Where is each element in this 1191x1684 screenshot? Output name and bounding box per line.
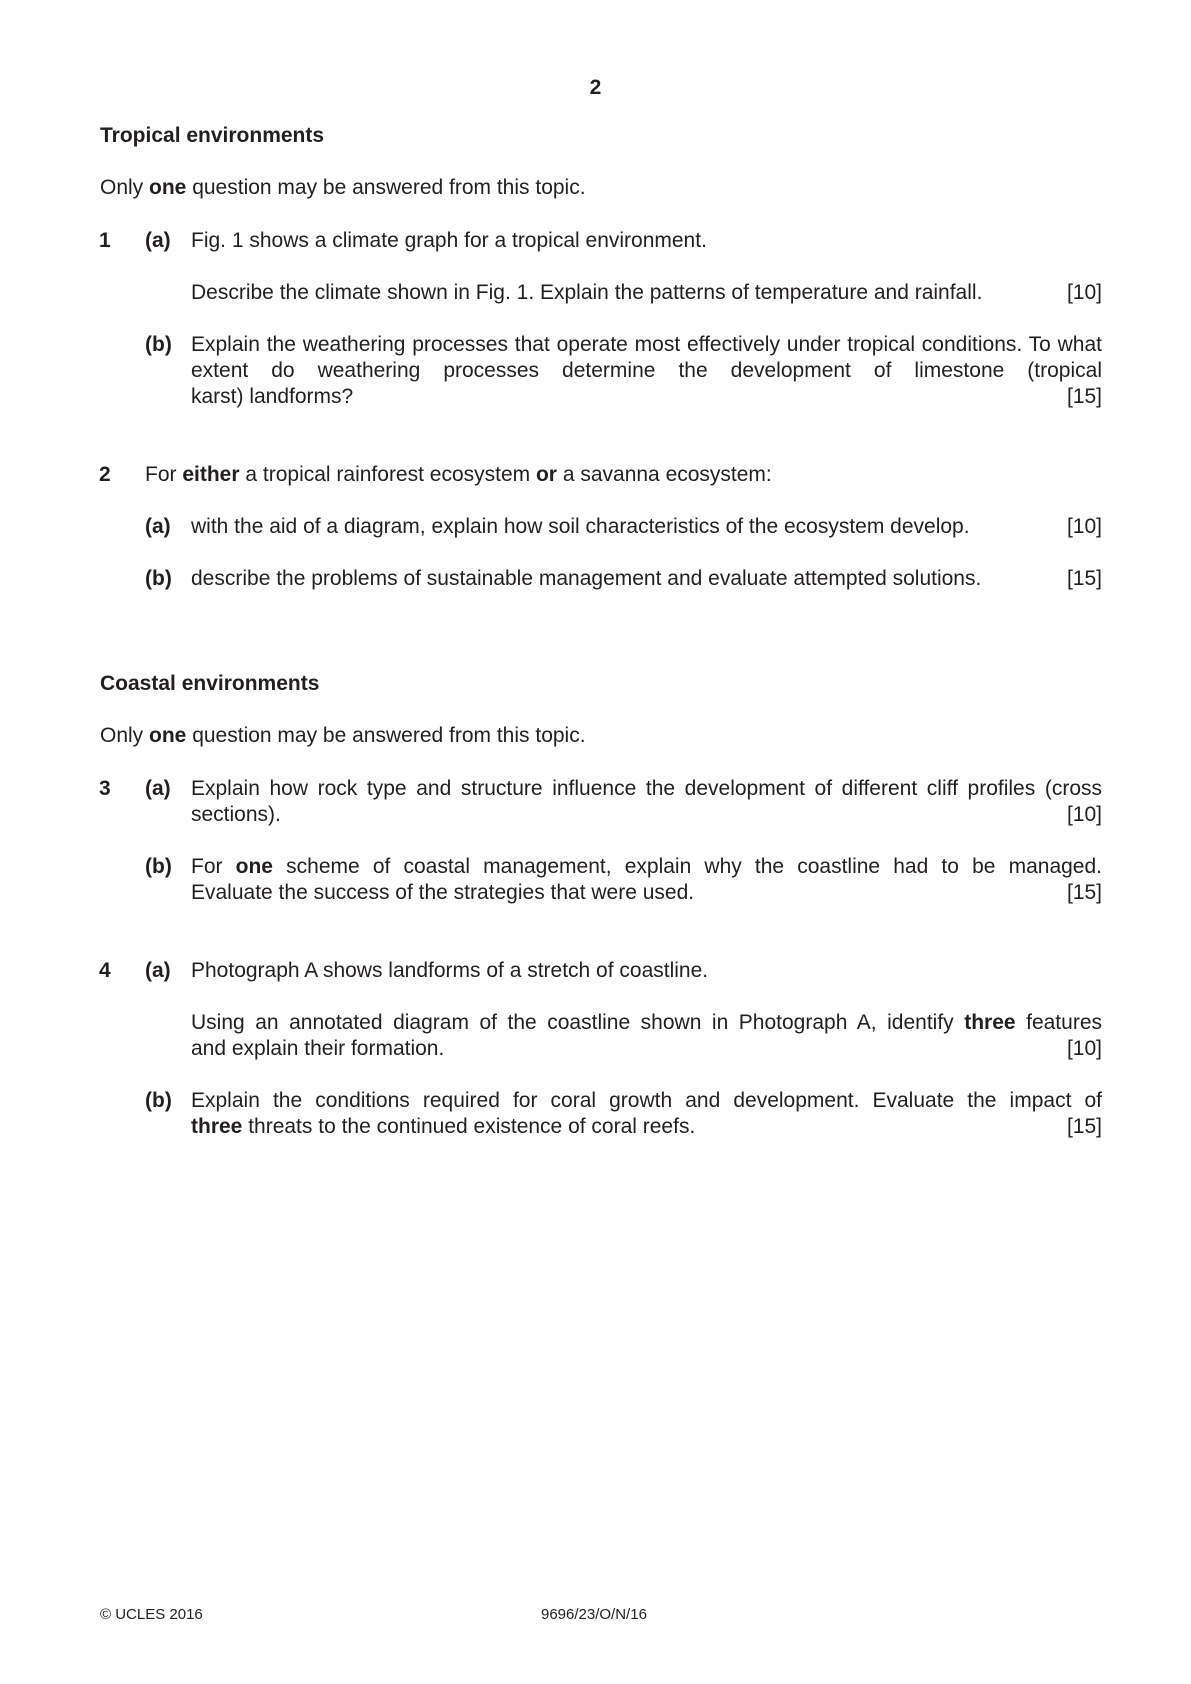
question-4a-text-last: and explain their formation. xyxy=(191,1037,445,1060)
question-1b-text-last: karst) landforms? xyxy=(191,385,354,408)
question-1a-line2 xyxy=(191,280,1102,306)
question-4a-task-main: Using an annotated diagram of the coastline shown in Photograph A, identify three features xyxy=(191,1011,1102,1034)
section-heading-tropical: Tropical environments xyxy=(100,124,325,147)
question-3b-text-last: Evaluate the success of the strategies that were used. xyxy=(191,881,695,904)
question-2a-label: (a) xyxy=(145,515,171,538)
question-2b-row xyxy=(191,566,1102,592)
footer-copyright: © UCLES 2016 xyxy=(100,1606,203,1623)
question-1a-label: (a) xyxy=(145,229,171,252)
question-number-1: 1 xyxy=(99,229,111,252)
question-1b-text xyxy=(191,332,1102,410)
question-3a-mark: [10] xyxy=(1066,803,1102,826)
question-3b-text-main: For one scheme of coastal management, explain why the coastline had to be managed. xyxy=(191,855,1102,878)
question-2a-mark: [10] xyxy=(1066,515,1102,538)
question-number-4: 4 xyxy=(99,959,111,982)
question-4b-label: (b) xyxy=(145,1089,172,1112)
question-2a-row xyxy=(191,514,1102,540)
question-4a-task xyxy=(191,1010,1102,1062)
footer-paper-code: 9696/23/O/N/16 xyxy=(541,1606,647,1623)
question-4b-text xyxy=(191,1088,1102,1140)
section-heading-coastal: Coastal environments xyxy=(100,672,320,695)
question-4b-mark: [15] xyxy=(1066,1115,1102,1138)
question-1a-task: Describe the climate shown in Fig. 1. Explain the patterns of temperature and rainfall. xyxy=(191,281,983,304)
question-2a-text: with the aid of a diagram, explain how soil characteristics of the ecosystem develop. xyxy=(191,515,970,538)
question-4a-label: (a) xyxy=(145,959,171,982)
question-3a-text xyxy=(191,776,1102,828)
question-4a-mark: [10] xyxy=(1066,1037,1102,1060)
section-instruction-coastal: Only one question may be answered from this topic. xyxy=(100,724,586,747)
page-number: 2 xyxy=(589,76,602,99)
question-4b-text-main: Explain the conditions required for coral growth and development. Evaluate the impact of xyxy=(191,1089,1102,1112)
question-number-3: 3 xyxy=(99,777,111,800)
section-instruction-tropical: Only one question may be answered from this topic. xyxy=(100,176,586,199)
question-3a-text-last: sections). xyxy=(191,803,281,826)
question-1b-mark: [15] xyxy=(1066,385,1102,408)
question-1b-text-main: Explain the weathering processes that operate most effectively under tropical conditions. To what extent do weathering processes determine the development of limestone (tropical xyxy=(191,333,1102,382)
question-3a-label: (a) xyxy=(145,777,171,800)
question-1b-label: (b) xyxy=(145,333,172,356)
question-3b-label: (b) xyxy=(145,855,172,878)
question-3b-mark: [15] xyxy=(1066,881,1102,904)
question-2b-text: describe the problems of sustainable management and evaluate attempted solutions. xyxy=(191,567,982,590)
question-number-2: 2 xyxy=(99,463,111,486)
question-4b-text-last: three threats to the continued existence of coral reefs. xyxy=(191,1115,696,1138)
question-4a-line1: Photograph A shows landforms of a stretch of coastline. xyxy=(191,959,709,982)
question-1a-line1: Fig. 1 shows a climate graph for a tropical environment. xyxy=(191,229,707,252)
question-2b-mark: [15] xyxy=(1066,567,1102,590)
question-2-stem: For either a tropical rainforest ecosystem or a savanna ecosystem: xyxy=(145,463,772,486)
question-3b-text xyxy=(191,854,1102,906)
question-2b-label: (b) xyxy=(145,567,172,590)
question-1a-mark: [10] xyxy=(1066,281,1102,304)
question-3a-text-main: Explain how rock type and structure influence the development of different cliff profiles (cross xyxy=(191,777,1102,800)
